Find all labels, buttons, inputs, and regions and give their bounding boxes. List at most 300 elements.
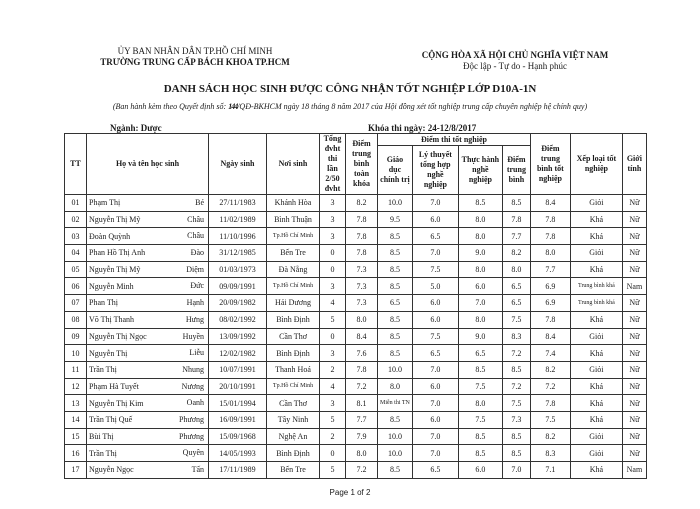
cell-course-average: 7.3 xyxy=(346,278,378,295)
document-subtitle xyxy=(0,102,700,111)
cell-tt: 07 xyxy=(65,295,87,312)
cell-total-credits: 0 xyxy=(320,245,346,262)
cell-graduation-average: 7.8 xyxy=(530,211,570,228)
cell-practice: 8.5 xyxy=(458,445,502,462)
cell-student-name xyxy=(87,261,209,278)
student-first-name: Diệm xyxy=(186,264,204,274)
cell-tt: 11 xyxy=(65,361,87,378)
cell-practice: 6.0 xyxy=(458,278,502,295)
student-last-name: Nguyễn Thị Ngọc xyxy=(89,331,147,341)
cell-student-name xyxy=(87,395,209,412)
decision-number: 144 xyxy=(228,102,238,111)
cell-total-credits: 0 xyxy=(320,261,346,278)
cell-theory: 6.0 xyxy=(412,378,458,395)
cell-graduation-average: 8.3 xyxy=(530,445,570,462)
cell-total-credits: 4 xyxy=(320,295,346,312)
student-first-name: Oanh xyxy=(186,398,204,408)
student-last-name: Phạm Hà Tuyết xyxy=(89,381,139,391)
cell-tt: 01 xyxy=(65,195,87,212)
document-title: DANH SÁCH HỌC SINH ĐƯỢC CÔNG NHẬN TỐT NGHIỆP LỚP D10A-1N xyxy=(163,83,537,95)
major-label: Ngành: Dược xyxy=(110,123,162,133)
col-dob: Ngày sinh xyxy=(209,134,267,195)
table-row xyxy=(65,228,647,245)
cell-graduation-average: 7.7 xyxy=(530,261,570,278)
cell-rank: Khá xyxy=(570,311,622,328)
cell-theory: 7.0 xyxy=(412,245,458,262)
cell-dob: 14/05/1993 xyxy=(209,445,267,462)
cell-course-average: 7.8 xyxy=(346,211,378,228)
cell-total-credits: 0 xyxy=(320,445,346,462)
cell-gender: Nữ xyxy=(622,295,646,312)
cell-gender: Nữ xyxy=(622,211,646,228)
cell-tt: 06 xyxy=(65,278,87,295)
cell-pob: Bình Định xyxy=(267,345,320,362)
col-name: Họ và tên học sinh xyxy=(87,134,209,195)
table-row xyxy=(65,411,647,428)
cell-exam-average: 7.8 xyxy=(502,211,530,228)
student-first-name: Phương xyxy=(178,414,204,424)
cell-pob: Khánh Hòa xyxy=(267,195,320,212)
cell-dob: 11/02/1989 xyxy=(209,211,267,228)
cell-course-average: 7.2 xyxy=(346,378,378,395)
cell-total-credits: 3 xyxy=(320,228,346,245)
student-last-name: Nguyễn Thị xyxy=(89,348,128,358)
cell-rank: Trung bình khá xyxy=(570,295,622,312)
exam-date-label: Khóa thi ngày: 24-12/8/2017 xyxy=(368,123,477,133)
cell-tt: 10 xyxy=(65,345,87,362)
cell-gender: Nữ xyxy=(622,228,646,245)
cell-exam-average: 8.5 xyxy=(502,361,530,378)
cell-exam-average: 8.5 xyxy=(502,195,530,212)
cell-dob: 27/11/1983 xyxy=(209,195,267,212)
cell-total-credits: 4 xyxy=(320,378,346,395)
cell-politics: 8.5 xyxy=(378,345,413,362)
cell-theory: 7.0 xyxy=(412,445,458,462)
table-row xyxy=(65,211,647,228)
cell-course-average: 7.6 xyxy=(346,345,378,362)
student-last-name: Bùi Thị xyxy=(89,431,114,441)
cell-pob: Tây Ninh xyxy=(267,411,320,428)
cell-graduation-average: 8.4 xyxy=(530,195,570,212)
table-row xyxy=(65,311,647,328)
cell-tt: 13 xyxy=(65,395,87,412)
table-row xyxy=(65,445,647,462)
student-last-name: Đoàn Quỳnh xyxy=(89,231,131,241)
cell-total-credits: 2 xyxy=(320,428,346,445)
table-row xyxy=(65,328,647,345)
cell-dob: 17/11/1989 xyxy=(209,462,267,479)
student-first-name: Nương xyxy=(181,381,204,391)
cell-politics: 8.5 xyxy=(378,228,413,245)
cell-exam-average: 7.5 xyxy=(502,395,530,412)
cell-student-name xyxy=(87,278,209,295)
cell-practice: 9.0 xyxy=(458,245,502,262)
cell-tt: 02 xyxy=(65,211,87,228)
col-rank: Xếp loại tốt nghiệp xyxy=(570,134,622,195)
cell-gender: Nữ xyxy=(622,361,646,378)
cell-gender: Nữ xyxy=(622,245,646,262)
cell-exam-average: 8.5 xyxy=(502,428,530,445)
student-first-name: Châu xyxy=(187,214,204,224)
cell-politics: Miễn thi TN xyxy=(378,395,413,412)
student-first-name: Đào xyxy=(190,248,204,258)
nation-line-2: Độc lập - Tự do - Hạnh phúc xyxy=(463,61,567,71)
cell-exam-average: 7.2 xyxy=(502,378,530,395)
cell-course-average: 7.7 xyxy=(346,411,378,428)
student-last-name: Nguyễn Ngọc xyxy=(89,465,134,475)
cell-graduation-average: 8.0 xyxy=(530,245,570,262)
col-gender: Giới tính xyxy=(622,134,646,195)
cell-theory: 7.0 xyxy=(412,361,458,378)
table-row xyxy=(65,428,647,445)
cell-student-name xyxy=(87,345,209,362)
cell-theory: 6.5 xyxy=(412,345,458,362)
cell-theory: 6.5 xyxy=(412,462,458,479)
cell-pob: Cần Thơ xyxy=(267,328,320,345)
cell-student-name xyxy=(87,462,209,479)
organization-header xyxy=(70,46,320,68)
cell-student-name xyxy=(87,295,209,312)
cell-course-average: 7.2 xyxy=(346,462,378,479)
cell-graduation-average: 8.2 xyxy=(530,361,570,378)
cell-course-average: 8.0 xyxy=(346,445,378,462)
cell-pob: Tp.Hồ Chí Minh xyxy=(267,378,320,395)
student-first-name: Huyền xyxy=(182,331,204,341)
cell-total-credits: 3 xyxy=(320,395,346,412)
table-body xyxy=(65,195,647,479)
student-last-name: Trần Thị xyxy=(89,365,117,375)
cell-politics: 8.5 xyxy=(378,328,413,345)
cell-dob: 11/10/1996 xyxy=(209,228,267,245)
cell-politics: 8.5 xyxy=(378,411,413,428)
cell-graduation-average: 7.1 xyxy=(530,462,570,479)
nation-header xyxy=(395,50,635,72)
student-first-name: Nhung xyxy=(182,364,204,374)
cell-dob: 15/09/1968 xyxy=(209,428,267,445)
cell-politics: 8.5 xyxy=(378,311,413,328)
cell-dob: 20/10/1991 xyxy=(209,378,267,395)
cell-exam-average: 7.7 xyxy=(502,228,530,245)
cell-exam-average: 8.3 xyxy=(502,328,530,345)
cell-practice: 8.0 xyxy=(458,395,502,412)
cell-exam-average: 7.3 xyxy=(502,411,530,428)
cell-tt: 09 xyxy=(65,328,87,345)
cell-rank: Khá xyxy=(570,211,622,228)
cell-politics: 8.5 xyxy=(378,261,413,278)
cell-rank: Khá xyxy=(570,228,622,245)
cell-graduation-average: 7.4 xyxy=(530,345,570,362)
col-practice: Thực hành nghề nghiệp xyxy=(458,146,502,195)
cell-total-credits: 3 xyxy=(320,211,346,228)
cell-exam-average: 8.5 xyxy=(502,445,530,462)
cell-practice: 8.5 xyxy=(458,195,502,212)
col-group-exam-scores: Điểm thi tốt nghiệp xyxy=(378,134,531,146)
cell-graduation-average: 6.9 xyxy=(530,295,570,312)
cell-theory: 6.0 xyxy=(412,311,458,328)
cell-politics: 10.0 xyxy=(378,445,413,462)
cell-dob: 01/03/1973 xyxy=(209,261,267,278)
cell-tt: 04 xyxy=(65,245,87,262)
col-pob: Nơi sinh xyxy=(267,134,320,195)
cell-theory: 6.5 xyxy=(412,228,458,245)
cell-pob: Thanh Hoá xyxy=(267,361,320,378)
cell-gender: Nữ xyxy=(622,411,646,428)
cell-graduation-average: 7.8 xyxy=(530,395,570,412)
cell-theory: 5.0 xyxy=(412,278,458,295)
cell-exam-average: 7.0 xyxy=(502,462,530,479)
student-first-name: Hạnh xyxy=(186,298,204,308)
cell-exam-average: 6.5 xyxy=(502,278,530,295)
col-tt: TT xyxy=(65,134,87,195)
subtitle-prefix: (Ban hành kèm theo Quyết định số: xyxy=(112,102,227,111)
cell-rank: Khá xyxy=(570,395,622,412)
cell-theory: 6.0 xyxy=(412,295,458,312)
cell-course-average: 7.8 xyxy=(346,361,378,378)
table-row xyxy=(65,462,647,479)
col-exam-average: Điểm trung bình xyxy=(502,146,530,195)
cell-tt: 05 xyxy=(65,261,87,278)
cell-rank: Khá xyxy=(570,378,622,395)
cell-course-average: 7.9 xyxy=(346,428,378,445)
cell-student-name xyxy=(87,195,209,212)
student-first-name: Đức xyxy=(190,281,204,291)
cell-rank: Giỏi xyxy=(570,361,622,378)
cell-dob: 16/09/1991 xyxy=(209,411,267,428)
cell-pob: Bến Tre xyxy=(267,245,320,262)
student-first-name: Phương xyxy=(178,431,204,441)
cell-total-credits: 2 xyxy=(320,361,346,378)
cell-graduation-average: 8.2 xyxy=(530,428,570,445)
cell-gender: Nữ xyxy=(622,445,646,462)
cell-graduation-average: 7.5 xyxy=(530,411,570,428)
table-row xyxy=(65,195,647,212)
cell-total-credits: 5 xyxy=(320,462,346,479)
cell-practice: 6.0 xyxy=(458,462,502,479)
cell-rank: Khá xyxy=(570,462,622,479)
cell-student-name xyxy=(87,328,209,345)
cell-course-average: 8.2 xyxy=(346,195,378,212)
cell-student-name xyxy=(87,228,209,245)
cell-rank: Khá xyxy=(570,345,622,362)
page-footer: Page 1 of 2 xyxy=(329,488,371,497)
cell-politics: 10.0 xyxy=(378,361,413,378)
cell-gender: Nữ xyxy=(622,261,646,278)
student-last-name: Trần Thị xyxy=(89,448,117,458)
cell-politics: 10.0 xyxy=(378,428,413,445)
cell-practice: 8.5 xyxy=(458,361,502,378)
cell-dob: 10/07/1991 xyxy=(209,361,267,378)
cell-dob: 15/01/1994 xyxy=(209,395,267,412)
cell-theory: 6.0 xyxy=(412,211,458,228)
table-row xyxy=(65,295,647,312)
student-last-name: Nguyễn Thị Mỹ xyxy=(89,215,141,225)
cell-rank: Giỏi xyxy=(570,195,622,212)
cell-course-average: 8.0 xyxy=(346,311,378,328)
cell-politics: 6.5 xyxy=(378,295,413,312)
cell-practice: 8.0 xyxy=(458,211,502,228)
cell-tt: 14 xyxy=(65,411,87,428)
cell-practice: 8.0 xyxy=(458,228,502,245)
student-first-name: Châu xyxy=(187,231,204,241)
student-last-name: Võ Thị Thanh xyxy=(89,315,135,325)
cell-pob: Đà Nẵng xyxy=(267,261,320,278)
cell-total-credits: 3 xyxy=(320,195,346,212)
cell-total-credits: 5 xyxy=(320,411,346,428)
table-row xyxy=(65,378,647,395)
cell-course-average: 8.4 xyxy=(346,328,378,345)
cell-student-name xyxy=(87,378,209,395)
table-row xyxy=(65,278,647,295)
cell-tt: 17 xyxy=(65,462,87,479)
cell-course-average: 8.1 xyxy=(346,395,378,412)
nation-line-1: CỘNG HÒA XÃ HỘI CHỦ NGHĨA VIỆT NAM xyxy=(421,50,609,60)
org-line-1: ỦY BAN NHÂN DÂN TP.HỒ CHÍ MINH xyxy=(117,46,273,56)
cell-pob: Tp.Hồ Chí Minh xyxy=(267,278,320,295)
cell-gender: Nữ xyxy=(622,345,646,362)
cell-practice: 8.5 xyxy=(458,428,502,445)
cell-practice: 8.0 xyxy=(458,311,502,328)
student-first-name: Tấn xyxy=(191,465,204,474)
cell-tt: 08 xyxy=(65,311,87,328)
cell-pob: Bình Định xyxy=(267,311,320,328)
cell-exam-average: 8.2 xyxy=(502,245,530,262)
cell-gender: Nam xyxy=(622,278,646,295)
cell-pob: Nghệ An xyxy=(267,428,320,445)
cell-gender: Nữ xyxy=(622,395,646,412)
student-first-name: Hưng xyxy=(185,314,204,324)
cell-rank: Khá xyxy=(570,261,622,278)
cell-graduation-average: 7.2 xyxy=(530,378,570,395)
cell-theory: 7.0 xyxy=(412,428,458,445)
col-course-average: Điểm trung bình toàn khóa xyxy=(346,134,378,195)
cell-exam-average: 7.5 xyxy=(502,311,530,328)
col-theory: Lý thuyết tổng hợp nghề nghiệp xyxy=(412,146,458,195)
student-last-name: Trần Thị Quế xyxy=(89,415,133,425)
cell-politics: 8.5 xyxy=(378,278,413,295)
cell-student-name xyxy=(87,245,209,262)
cell-student-name xyxy=(87,411,209,428)
table-row xyxy=(65,345,647,362)
cell-politics: 9.5 xyxy=(378,211,413,228)
cell-politics: 8.0 xyxy=(378,378,413,395)
cell-rank: Giỏi xyxy=(570,245,622,262)
org-line-2: TRƯỜNG TRUNG CẤP BÁCH KHOA TP.HCM xyxy=(100,57,290,67)
cell-dob: 20/09/1982 xyxy=(209,295,267,312)
cell-graduation-average: 7.8 xyxy=(530,311,570,328)
cell-graduation-average: 6.9 xyxy=(530,278,570,295)
student-first-name: Liễu xyxy=(189,348,204,358)
cell-pob: Bình Thuận xyxy=(267,211,320,228)
cell-total-credits: 3 xyxy=(320,278,346,295)
cell-student-name xyxy=(87,311,209,328)
cell-tt: 15 xyxy=(65,428,87,445)
cell-rank: Khá xyxy=(570,411,622,428)
cell-theory: 7.5 xyxy=(412,328,458,345)
cell-practice: 7.5 xyxy=(458,411,502,428)
col-graduation-average: Điểm trung bình tốt nghiệp xyxy=(530,134,570,195)
col-total-credits: Tổng đvht thi lần 2/50 đvht xyxy=(320,134,346,195)
cell-theory: 7.5 xyxy=(412,261,458,278)
col-politics: Giáo dục chính trị xyxy=(378,146,413,195)
student-last-name: Nguyễn Thị Mỹ xyxy=(89,265,141,275)
cell-practice: 7.0 xyxy=(458,295,502,312)
table-row xyxy=(65,245,647,262)
cell-tt: 16 xyxy=(65,445,87,462)
cell-course-average: 7.3 xyxy=(346,261,378,278)
cell-dob: 08/02/1992 xyxy=(209,311,267,328)
student-last-name: Phạm Thị xyxy=(89,198,121,208)
cell-dob: 12/02/1982 xyxy=(209,345,267,362)
cell-practice: 8.0 xyxy=(458,261,502,278)
cell-student-name xyxy=(87,445,209,462)
table-row xyxy=(65,361,647,378)
cell-exam-average: 6.5 xyxy=(502,295,530,312)
cell-practice: 9.0 xyxy=(458,328,502,345)
graduates-table xyxy=(64,133,647,479)
cell-course-average: 7.3 xyxy=(346,295,378,312)
cell-rank: Giỏi xyxy=(570,428,622,445)
student-last-name: Nguyễn Minh xyxy=(89,281,134,291)
cell-student-name xyxy=(87,211,209,228)
cell-student-name xyxy=(87,361,209,378)
cell-total-credits: 5 xyxy=(320,311,346,328)
cell-dob: 31/12/1985 xyxy=(209,245,267,262)
cell-dob: 09/09/1991 xyxy=(209,278,267,295)
cell-graduation-average: 7.8 xyxy=(530,228,570,245)
subtitle-suffix: /QĐ-BKHCM ngày 18 tháng 8 năm 2017 của Hội đồng xét tốt nghiệp trung cấp chuyên nghiệp hệ chính quy) xyxy=(237,102,588,111)
cell-gender: Nữ xyxy=(622,428,646,445)
cell-politics: 8.5 xyxy=(378,245,413,262)
cell-pob: Tp.Hồ Chí Minh xyxy=(267,228,320,245)
table-row xyxy=(65,261,647,278)
cell-gender: Nữ xyxy=(622,378,646,395)
cell-gender: Nam xyxy=(622,462,646,479)
cell-exam-average: 8.0 xyxy=(502,261,530,278)
cell-graduation-average: 8.4 xyxy=(530,328,570,345)
cell-student-name xyxy=(87,428,209,445)
cell-politics: 10.0 xyxy=(378,195,413,212)
cell-rank: Giỏi xyxy=(570,328,622,345)
cell-pob: Bình Định xyxy=(267,445,320,462)
cell-total-credits: 3 xyxy=(320,345,346,362)
cell-pob: Hải Dương xyxy=(267,295,320,312)
student-last-name: Phan Hồ Thị Anh xyxy=(89,248,146,258)
cell-tt: 03 xyxy=(65,228,87,245)
cell-course-average: 7.8 xyxy=(346,228,378,245)
cell-tt: 12 xyxy=(65,378,87,395)
cell-theory: 7.0 xyxy=(412,395,458,412)
cell-rank: Trung bình khá xyxy=(570,278,622,295)
student-first-name: Bé xyxy=(195,198,204,207)
cell-practice: 6.5 xyxy=(458,345,502,362)
cell-theory: 7.0 xyxy=(412,195,458,212)
cell-gender: Nữ xyxy=(622,328,646,345)
student-first-name: Quyên xyxy=(182,448,204,458)
cell-exam-average: 7.2 xyxy=(502,345,530,362)
cell-politics: 8.5 xyxy=(378,462,413,479)
cell-pob: Cần Thơ xyxy=(267,395,320,412)
cell-dob: 13/09/1992 xyxy=(209,328,267,345)
cell-rank: Giỏi xyxy=(570,445,622,462)
student-last-name: Phan Thị xyxy=(89,298,118,308)
cell-gender: Nữ xyxy=(622,311,646,328)
cell-theory: 6.0 xyxy=(412,411,458,428)
cell-gender: Nữ xyxy=(622,195,646,212)
cell-course-average: 7.8 xyxy=(346,245,378,262)
cell-practice: 7.5 xyxy=(458,378,502,395)
cell-pob: Bến Tre xyxy=(267,462,320,479)
table-row xyxy=(65,395,647,412)
